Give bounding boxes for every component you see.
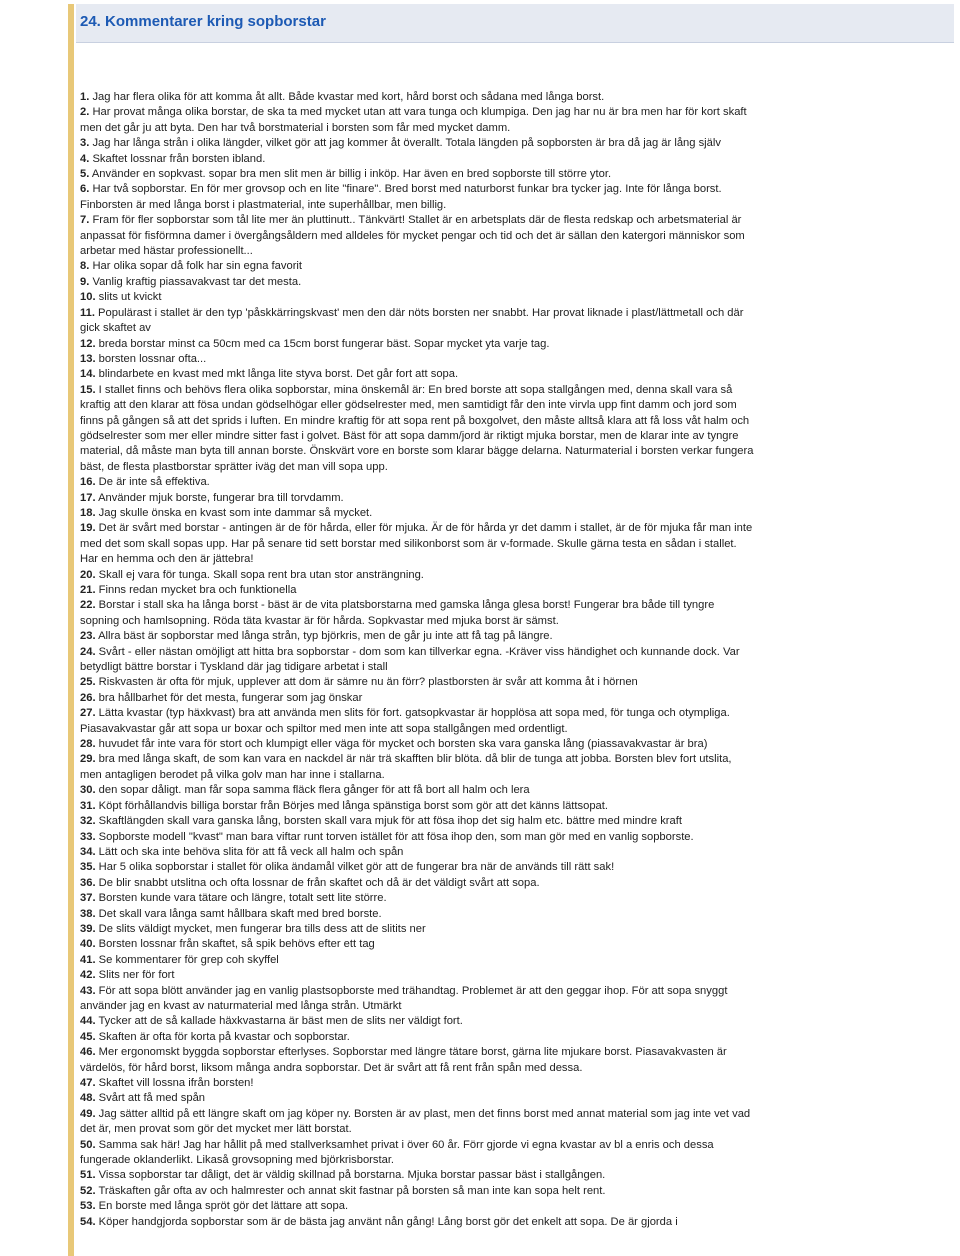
- comment-text: För att sopa blött använder jag en vanlig plastsopborste med trähandtag. Problemet är att den geggar ihop. För att sopa snyggt använder jag en kvast av naturmaterial med långa strån. Utmärkt: [80, 984, 728, 1012]
- comment-text: Jag skulle önska en kvast som inte dammar så mycket.: [98, 506, 373, 519]
- comment-item: [80, 105, 756, 136]
- comment-text: Skaftlängden skall vara ganska lång, borsten skall vara mjuk för att fösa ihop det sig halm etc. bättre med mindre kraft: [98, 815, 682, 828]
- comment-item: [80, 922, 756, 937]
- comment-item: [80, 752, 756, 783]
- comment-item: [80, 1199, 756, 1214]
- comment-text: Sopborste modell "kvast" man bara viftar runt torven istället för att fösa ihop den, som man gör med en vanlig sopborste.: [98, 830, 694, 843]
- comment-number: 9.: [80, 275, 90, 288]
- comment-text: Skall ej vara för tunga. Skall sopa rent bra utan stor ansträngning.: [98, 568, 424, 581]
- comment-number: 3.: [80, 137, 90, 150]
- comment-item: [80, 1184, 756, 1199]
- comment-number: 7.: [80, 214, 90, 227]
- comment-item: [80, 1076, 756, 1091]
- comment-item: [80, 629, 756, 644]
- comment-item: [80, 675, 756, 690]
- comment-item: [80, 598, 756, 629]
- comment-item: [80, 737, 756, 752]
- comment-item: [80, 182, 756, 213]
- comment-number: 27.: [80, 707, 96, 720]
- comment-text: Skaftet vill lossna ifrån borsten!: [98, 1077, 254, 1089]
- comment-text: Borsten lossnar från skaftet, så spik behövs efter ett tag: [98, 938, 375, 951]
- comment-number: 30.: [80, 784, 96, 797]
- comment-number: 22.: [80, 599, 96, 612]
- comment-item: [80, 383, 756, 475]
- comment-number: 37.: [80, 892, 96, 905]
- comment-item: [80, 706, 756, 737]
- comment-number: 29.: [80, 753, 96, 766]
- comment-number: 20.: [80, 568, 96, 581]
- comment-item: [80, 136, 756, 151]
- comment-number: 17.: [80, 491, 96, 504]
- comment-item: [80, 352, 756, 367]
- comment-item: [80, 814, 756, 829]
- comment-number: 34.: [80, 845, 96, 858]
- comment-number: 5.: [80, 168, 90, 181]
- comment-text: Det skall vara långa samt hållbara skaft med bred borste.: [98, 907, 382, 920]
- comment-item: [80, 968, 756, 983]
- comment-number: 11.: [80, 306, 95, 319]
- comment-number: 43.: [80, 984, 96, 997]
- comment-text: Jag sätter alltid på ett längre skaft om jag köper ny. Borsten är av plast, men det finns borst med annat material som jag inte vet vad det är, men provat som gör det mycket mer lätt borstat.: [80, 1107, 751, 1136]
- comment-item: [80, 167, 756, 182]
- comment-number: 13.: [80, 352, 96, 365]
- comment-item: [80, 1091, 756, 1106]
- comment-item: [80, 583, 756, 598]
- comment-number: 24.: [80, 645, 96, 658]
- comment-text: Köpt förhållandvis billiga borstar från Börjes med långa spänstiga borst som gör att det känns lättsopat.: [98, 799, 608, 812]
- comment-text: blindarbete en kvast med mkt långa lite styva borst. Det går fort att sopa.: [98, 368, 459, 381]
- comment-number: 8.: [80, 260, 90, 273]
- comment-number: 10.: [80, 291, 96, 304]
- comment-text: breda borstar minst ca 50cm med ca 15cm borst fungerar bäst. Sopar mycket yta varje tag.: [98, 337, 550, 350]
- comment-item: [80, 1215, 756, 1230]
- comment-item: [80, 367, 756, 382]
- comment-item: [80, 984, 756, 1015]
- comment-number: 28.: [80, 738, 96, 751]
- comment-number: 23.: [80, 630, 96, 643]
- comment-item: [80, 337, 756, 352]
- comment-number: 51.: [80, 1169, 96, 1182]
- comment-number: 15.: [80, 383, 96, 396]
- comment-item: [80, 475, 756, 490]
- comment-text: De blir snabbt utslitna och ofta lossnar de från skaftet och då är det väldigt svårt att sopa.: [98, 876, 540, 889]
- comment-number: 26.: [80, 691, 96, 704]
- comment-text: Mer ergonomskt byggda sopborstar efterlyses. Sopborstar med längre tätare borst, gärna lite mjukare borst. Piasavakvasten är värdelös, för hård borst, liksom många andra sopborstar. Det är svårt att få rent från spån med dessa.: [80, 1046, 727, 1074]
- comment-number: 19.: [80, 522, 96, 535]
- comment-text: Använder mjuk borste, fungerar bra till torvdamm.: [98, 491, 344, 504]
- comment-number: 52.: [80, 1184, 96, 1197]
- comment-item: [80, 691, 756, 706]
- comment-text: Finns redan mycket bra och funktionella: [98, 584, 297, 596]
- comment-item: [80, 568, 756, 583]
- comment-text: Jag har långa strån i olika längder, vilket gör att jag kommer åt överallt. Totala längden på sopborsten är bra då jag är lång själv: [92, 137, 721, 150]
- comment-number: 2.: [80, 106, 90, 119]
- comment-number: 38.: [80, 907, 96, 920]
- comment-text: Lätta kvastar (typ häxkvast) bra att använda men slits för fort. gatsopkvastar är hopplösa att sopa med, för tunga och otympliga. Piasavakvastar går att sopa ur boxar och spiltor med men inte att sopa stallgången med ordentligt.: [80, 707, 730, 735]
- comment-number: 18.: [80, 506, 96, 519]
- comment-number: 6.: [80, 183, 90, 196]
- comment-text: bra hållbarhet för det mesta, fungerar som jag önskar: [98, 691, 363, 704]
- comment-text: Träskaften går ofta av och halmrester och annat skit fastnar på borsten så man inte kan sopa helt rent.: [98, 1184, 606, 1197]
- comment-text: huvudet får inte vara för stort och klumpigt eller väga för mycket och borsten ska vara ganska lång (piassavakvastar är bra): [98, 738, 708, 751]
- comment-number: 12.: [80, 337, 96, 350]
- comment-text: Har 5 olika sopborstar i stallet för olika ändamål vilket gör att de fungerar bra när de används till rätt sak!: [98, 861, 615, 874]
- comment-item: [80, 845, 756, 860]
- comment-text: Lätt och ska inte behöva slita för att få veck all halm och spån: [98, 845, 404, 858]
- comment-text: Har provat många olika borstar, de ska ta med mycket utan att vara tunga och klumpiga. Den jag har nu är bra men har för kort skaft men det går ju att byta. Den har två borstmaterial i borsten som får med mycket damm.: [80, 106, 747, 134]
- comment-text: Svårt att få med spån: [98, 1092, 206, 1105]
- comment-text: En borste med långa spröt gör det lättare att sopa.: [98, 1200, 349, 1213]
- comment-number: 42.: [80, 969, 96, 982]
- left-accent-bar: [68, 4, 74, 1256]
- comment-text: Svårt - eller nästan omöjligt att hitta bra sopborstar - dom som kan tillverkar egna. -Kräver viss händighet och kunnande dock. Var betydligt bättre borstar i Tyskland där jag tidigare arbetat i stall: [80, 645, 740, 674]
- comment-item: [80, 1014, 756, 1029]
- comment-number: 54.: [80, 1215, 96, 1228]
- comment-number: 33.: [80, 830, 96, 843]
- comment-number: 16.: [80, 476, 96, 489]
- comment-text: Borsten kunde vara tätare och längre, totalt sett lite större.: [98, 892, 387, 905]
- comment-item: [80, 306, 756, 337]
- comment-number: 14.: [80, 368, 96, 381]
- comment-text: Borstar i stall ska ha långa borst - bäst är de vita platsborstarna med gamska långa glesa borst! Fungerar bra både till tyngre sopning och hamlsopning. Röda täta kvastar är för hårda. Sopkvastar med mjuka borst är sämst.: [80, 599, 715, 627]
- comment-text: De är inte så effektiva.: [98, 476, 210, 489]
- comment-number: 41.: [80, 953, 96, 966]
- comment-number: 50.: [80, 1138, 96, 1151]
- comment-number: 36.: [80, 876, 96, 889]
- comment-number: 40.: [80, 938, 96, 951]
- comment-text: Skaftet lossnar från borsten ibland.: [92, 152, 266, 165]
- comment-item: [80, 90, 756, 105]
- section-header: [76, 4, 954, 43]
- comment-item: [80, 799, 756, 814]
- comment-item: [80, 860, 756, 875]
- comment-number: 25.: [80, 676, 96, 689]
- comment-text: slits ut kvickt: [98, 291, 162, 304]
- comment-number: 47.: [80, 1077, 96, 1089]
- comment-text: den sopar dåligt. man får sopa samma fläck flera gånger för att få bort all halm och lera: [98, 784, 530, 797]
- comment-number: 1.: [80, 91, 90, 103]
- comment-item: [80, 876, 756, 891]
- comment-item: [80, 907, 756, 922]
- comment-number: 44.: [80, 1015, 96, 1028]
- comment-text: Köper handgjorda sopborstar som är de bästa jag använt nån gång! Lång borst gör det enkelt att sopa. De är gjorda i: [98, 1215, 678, 1228]
- comment-item: [80, 1045, 756, 1076]
- comment-text: Vissa sopborstar tar dåligt, det är väldig skillnad på borstarna. Mjuka borstar passar bäst i stallgången.: [98, 1169, 606, 1182]
- comment-item: [80, 506, 756, 521]
- comment-item: [80, 259, 756, 274]
- comment-item: [80, 1030, 756, 1045]
- comment-item: [80, 275, 756, 290]
- comment-text: De slits väldigt mycket, men fungerar bra tills dess att de slitits ner: [98, 922, 426, 935]
- comment-item: [80, 937, 756, 952]
- comment-text: Slits ner för fort: [98, 969, 175, 982]
- comment-item: [80, 1107, 756, 1138]
- comment-text: Har olika sopar då folk har sin egna favorit: [92, 260, 303, 273]
- comment-number: 21.: [80, 584, 96, 596]
- comment-number: 31.: [80, 799, 96, 812]
- comment-item: [80, 152, 756, 167]
- comment-text: Fram för fler sopborstar som tål lite mer än pluttinutt.. Tänkvärt! Stallet är en arbetsplats där de flesta redskap och arbetsmaterial är anpassat för fisförmna damer i övergångsåldern med alldeles för mycket pengar och tid och det är sällan den katergori människor som arbetar med hästar professionellt...: [80, 214, 745, 258]
- comment-item: [80, 953, 756, 968]
- comment-number: 53.: [80, 1200, 96, 1213]
- comment-item: [80, 290, 756, 305]
- comment-text: Riskvasten är ofta för mjuk, upplever att dom är sämre nu än förr? plastborsten är svår att komma åt i hörnen: [98, 676, 638, 689]
- comment-text: Använder en sopkvast. sopar bra men slit men är billig i inköp. Har även en bred sopborste till större ytor.: [91, 168, 612, 181]
- comment-text: Det är svårt med borstar - antingen är de för hårda, eller för mjuka. Är de för hårda yr det damm i stallet, är de för mjuka får man inte med det som skall sopas upp. Har på senare tid sett borstar med silikonborst som är v-formade. Skulle gärna testa en sådan i stallet. Har en hemma och den är jättebra!: [80, 522, 753, 566]
- comment-text: borsten lossnar ofta...: [98, 352, 207, 365]
- comment-text: Samma sak här! Jag har hållit på med stallverksamhet privat i över 60 år. Förr gjorde vi egna kvastar av bl a enris och dessa fungerade oklanderlikt. Likaså grovsopning med björkrisborstar.: [80, 1138, 714, 1167]
- comment-text: Har två sopborstar. En för mer grovsop och en lite "finare". Bred borst med naturborst funkar bra tycker jag. Inte för långa borst. Finborsten är med långa borst i plastmaterial, inte superhållbar, men billig.: [80, 183, 722, 211]
- comment-list: [80, 90, 756, 1230]
- comment-item: [80, 491, 756, 506]
- comment-item: [80, 783, 756, 798]
- comment-number: 49.: [80, 1107, 96, 1120]
- comment-item: [80, 1138, 756, 1169]
- comment-text: Jag har flera olika för att komma åt allt. Både kvastar med kort, hård borst och sådana med långa borst.: [92, 91, 605, 103]
- comment-item: [80, 645, 756, 676]
- comment-number: 46.: [80, 1046, 96, 1059]
- comment-item: [80, 830, 756, 845]
- comment-number: 39.: [80, 922, 96, 935]
- comment-item: [80, 891, 756, 906]
- comment-text: I stallet finns och behövs flera olika sopborstar, mina önskemål är: En bred borste att sopa stallgången med, denna skall vara så kraftig att den klarar att fösa undan gödselhögar eller gödselrester med, men samtidigt får den inte virvla upp fint damm och jord som finns på gången så att det sprids i luften. En mindre kraftig för att sopa rent på boxgolvet, den måste alltså klara att få loss våt halm och gödselrester som mer eller mindre sitter fast i golvet. Bäst för att sopa damm/jord är riktigt mjuka borstar, men de klarar inte av tyngre material, då måste man byta till annan borste. Önskvärt vore en borste som klarar bägge delarna. Naturmaterial i borsten verkar fungera bäst, de flesta plastborstar sprätter iväg det man vill sopa upp.: [80, 383, 754, 473]
- comment-number: 32.: [80, 815, 96, 828]
- comment-number: 35.: [80, 861, 96, 874]
- comment-text: Skaften är ofta för korta på kvastar och sopborstar.: [98, 1030, 350, 1043]
- comment-text: Tycker att de så kallade häxkvastarna är bäst men de slits ner väldigt fort.: [98, 1015, 463, 1028]
- comment-text: bra med långa skaft, de som kan vara en nackdel är när trä skafften blir blöta. då blir de tunga att jobba. Borsten blev fort utslita, men antagligen berodet på vilka golv man har inne i stallarna.: [80, 753, 732, 781]
- comment-number: 4.: [80, 152, 90, 165]
- comment-number: 48.: [80, 1092, 96, 1105]
- comment-item: [80, 1168, 756, 1183]
- comment-text: Vanlig kraftig piassavakvast tar det mesta.: [92, 275, 302, 288]
- comment-text: Allra bäst är sopborstar med långa strån, typ björkris, men de går ju inte att få tag på längre.: [98, 630, 553, 643]
- comment-text: Se kommentarer för grep coh skyffel: [98, 953, 279, 966]
- comment-number: 45.: [80, 1030, 96, 1043]
- section-title: 24. Kommentarer kring sopborstar: [80, 13, 326, 30]
- comment-item: [80, 521, 756, 567]
- comment-text: Populärast i stallet är den typ 'påskkärringskvast' men den där nöts borsten ner snabbt. Har provat liknade i plast/lättmetall och där gick skaftet av: [80, 306, 744, 335]
- comment-item: [80, 213, 756, 259]
